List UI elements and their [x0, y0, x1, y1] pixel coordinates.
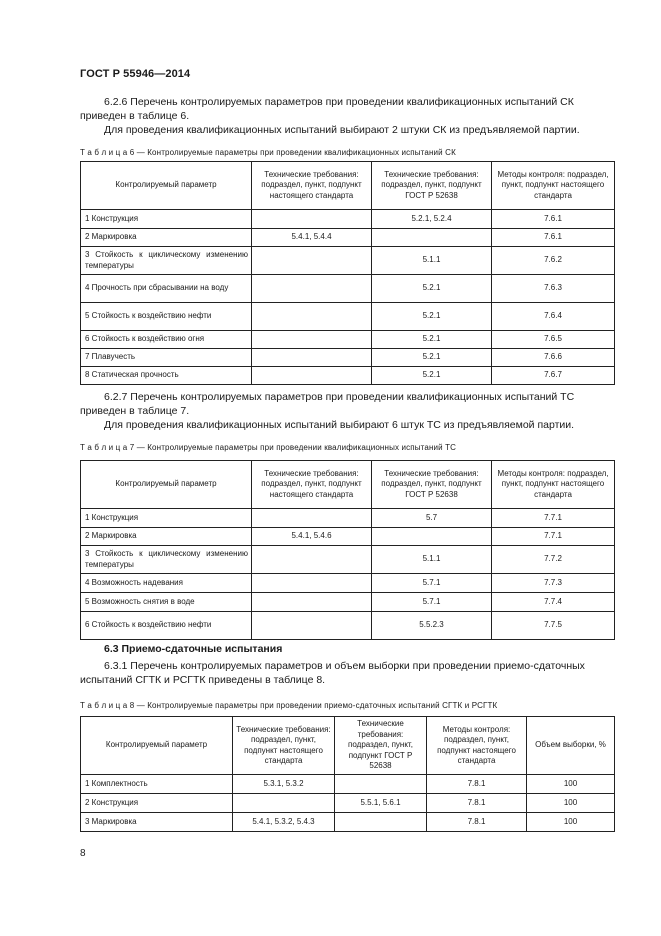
table-cell: 100 — [527, 775, 615, 794]
table-cell — [372, 528, 492, 546]
table-cell: 4 Возможность надевания — [81, 574, 252, 593]
document-header: ГОСТ Р 55946—2014 — [80, 68, 191, 80]
paragraph-line: испытаний СГТК и РСГТК приведены в таблице 8. — [80, 674, 326, 686]
table-row — [81, 210, 615, 229]
table-6-caption: Т а б л и ц а 6 — Контролируемые параметры при проведении квалификационных испытаний СК — [80, 148, 456, 157]
table-row — [81, 546, 615, 574]
table-cell — [372, 229, 492, 247]
table-cell: 5.7 — [372, 509, 492, 528]
column-header: Методы контроля: подраздел, пункт, подпункт настоящего стандарта — [492, 162, 615, 210]
paragraph-line: 6.3.1 Перечень контролируемых параметров и объем выборки при проведении приемо-сдаточных — [104, 660, 585, 672]
table-cell: 5.4.1, 5.3.2, 5.4.3 — [233, 813, 335, 832]
table-cell: 5.4.1, 5.4.4 — [252, 229, 372, 247]
paragraph-line: 6.2.6 Перечень контролируемых параметров при проведении квалификационных испытаний СК — [104, 96, 574, 108]
table-cell: 7.7.2 — [492, 546, 615, 574]
table-row — [81, 331, 615, 349]
table-cell: 7.6.6 — [492, 349, 615, 367]
table-cell — [252, 275, 372, 303]
paragraph-6-3-1 — [80, 659, 614, 687]
table-row — [81, 229, 615, 247]
table-cell: 7.7.4 — [492, 593, 615, 612]
table-cell: 100 — [527, 794, 615, 813]
table-cell — [335, 813, 427, 832]
column-header: Объем выборки, % — [527, 717, 615, 775]
table-cell: 5.1.1 — [372, 247, 492, 275]
column-header: Технические требования: подраздел, пункт, подпункт ГОСТ Р 52638 — [335, 717, 427, 775]
table-cell: 3 Маркировка — [81, 813, 233, 832]
table-cell: 7.8.1 — [427, 813, 527, 832]
table-row — [81, 574, 615, 593]
table-cell — [252, 331, 372, 349]
table-cell — [252, 247, 372, 275]
table-cell: 5.2.1, 5.2.4 — [372, 210, 492, 229]
table-row — [81, 612, 615, 640]
table-row — [81, 509, 615, 528]
table-cell — [252, 574, 372, 593]
paragraph-line: приведен в таблице 6. — [80, 110, 190, 122]
table-row — [81, 275, 615, 303]
table-cell — [233, 794, 335, 813]
table-6 — [80, 161, 615, 385]
table-row — [81, 593, 615, 612]
table-cell: 7.6.7 — [492, 367, 615, 385]
column-header: Контролируемый параметр — [81, 162, 252, 210]
column-header: Методы контроля: подраздел, пункт, подпункт настоящего стандарта — [427, 717, 527, 775]
table-8 — [80, 716, 615, 832]
table-7 — [80, 460, 615, 640]
column-header: Технические требования: подраздел, пункт, подпункт настоящего стандарта — [252, 162, 372, 210]
table-cell: 5 Возможность снятия в воде — [81, 593, 252, 612]
table-cell — [252, 349, 372, 367]
table-cell: 7.7.3 — [492, 574, 615, 593]
table-cell: 4 Прочность при сбрасывании на воду — [81, 275, 252, 303]
paragraph-line: Для проведения квалификационных испытаний выбирают 6 штук ТС из предъявляемой партии. — [104, 419, 575, 431]
column-header: Технические требования: подраздел, пункт, подпункт настоящего стандарта — [252, 461, 372, 509]
table-cell: 5.2.1 — [372, 349, 492, 367]
table-cell: 7.8.1 — [427, 794, 527, 813]
paragraph-line: 6.2.7 Перечень контролируемых параметров при проведении квалификационных испытаний ТС — [104, 391, 575, 403]
table-row — [81, 303, 615, 331]
table-row — [81, 528, 615, 546]
table-cell: 5.5.1, 5.6.1 — [335, 794, 427, 813]
table-cell: 5.5.2.3 — [372, 612, 492, 640]
table-row — [81, 367, 615, 385]
table-cell: 7.6.1 — [492, 229, 615, 247]
table-cell: 100 — [527, 813, 615, 832]
table-cell: 5.2.1 — [372, 367, 492, 385]
table-cell: 5.1.1 — [372, 546, 492, 574]
table-cell — [252, 210, 372, 229]
table-cell: 2 Маркировка — [81, 229, 252, 247]
paragraph-6-2-6 — [80, 95, 614, 137]
table-cell: 7.7.1 — [492, 509, 615, 528]
table-cell: 7.6.2 — [492, 247, 615, 275]
table-cell: 5.7.1 — [372, 574, 492, 593]
table-cell: 7.6.3 — [492, 275, 615, 303]
table-cell: 1 Конструкция — [81, 210, 252, 229]
table-cell: 3 Стойкость к циклическому изменению температуры — [81, 247, 252, 275]
table-cell: 5.2.1 — [372, 275, 492, 303]
table-row — [81, 247, 615, 275]
table-cell — [252, 612, 372, 640]
table-cell: 5.2.1 — [372, 303, 492, 331]
table-cell: 7.6.4 — [492, 303, 615, 331]
table-7-caption: Т а б л и ц а 7 — Контролируемые параметры при проведении квалификационных испытаний ТС — [80, 443, 457, 452]
table-cell: 5.4.1, 5.4.6 — [252, 528, 372, 546]
section-6-3-title: 6.3 Приемо-сдаточные испытания — [104, 643, 283, 655]
table-cell: 3 Стойкость к циклическому изменению температуры — [81, 546, 252, 574]
table-cell: 7.6.1 — [492, 210, 615, 229]
table-cell — [252, 367, 372, 385]
table-header-row — [81, 162, 615, 210]
table-cell: 5.3.1, 5.3.2 — [233, 775, 335, 794]
column-header: Технические требования: подраздел, пункт, подпункт настоящего стандарта — [233, 717, 335, 775]
page-number: 8 — [80, 848, 86, 859]
paragraph-6-2-7 — [80, 390, 614, 432]
table-header-row — [81, 461, 615, 509]
paragraph-line: Для проведения квалификационных испытаний выбирают 2 штуки СК из предъявляемой партии. — [104, 124, 580, 136]
table-cell: 6 Стойкость к воздействию огня — [81, 331, 252, 349]
table-cell: 5 Стойкость к воздействию нефти — [81, 303, 252, 331]
paragraph-line: приведен в таблице 7. — [80, 405, 190, 417]
table-cell: 7.8.1 — [427, 775, 527, 794]
table-cell: 7.7.5 — [492, 612, 615, 640]
column-header: Контролируемый параметр — [81, 461, 252, 509]
table-cell: 7 Плавучесть — [81, 349, 252, 367]
table-row — [81, 349, 615, 367]
table-cell — [252, 546, 372, 574]
table-8-caption: Т а б л и ц а 8 — Контролируемые параметры при проведении приемо-сдаточных испытаний СГТК и РСГТК — [80, 701, 498, 710]
column-header: Технические требования: подраздел, пункт, подпункт ГОСТ Р 52638 — [372, 162, 492, 210]
table-cell — [252, 593, 372, 612]
table-row — [81, 775, 615, 794]
table-cell: 8 Статическая прочность — [81, 367, 252, 385]
table-cell — [335, 775, 427, 794]
column-header: Контролируемый параметр — [81, 717, 233, 775]
table-row — [81, 813, 615, 832]
table-cell: 5.7.1 — [372, 593, 492, 612]
table-row — [81, 794, 615, 813]
table-cell: 2 Маркировка — [81, 528, 252, 546]
table-cell: 7.7.1 — [492, 528, 615, 546]
table-cell: 7.6.5 — [492, 331, 615, 349]
table-cell — [252, 303, 372, 331]
table-cell: 2 Конструкция — [81, 794, 233, 813]
table-cell: 6 Стойкость к воздействию нефти — [81, 612, 252, 640]
table-cell: 1 Комплектность — [81, 775, 233, 794]
table-header-row — [81, 717, 615, 775]
column-header: Методы контроля: подраздел, пункт, подпункт настоящего стандарта — [492, 461, 615, 509]
column-header: Технические требования: подраздел, пункт, подпункт ГОСТ Р 52638 — [372, 461, 492, 509]
table-cell: 1 Конструкция — [81, 509, 252, 528]
table-cell — [252, 509, 372, 528]
table-cell: 5.2.1 — [372, 331, 492, 349]
